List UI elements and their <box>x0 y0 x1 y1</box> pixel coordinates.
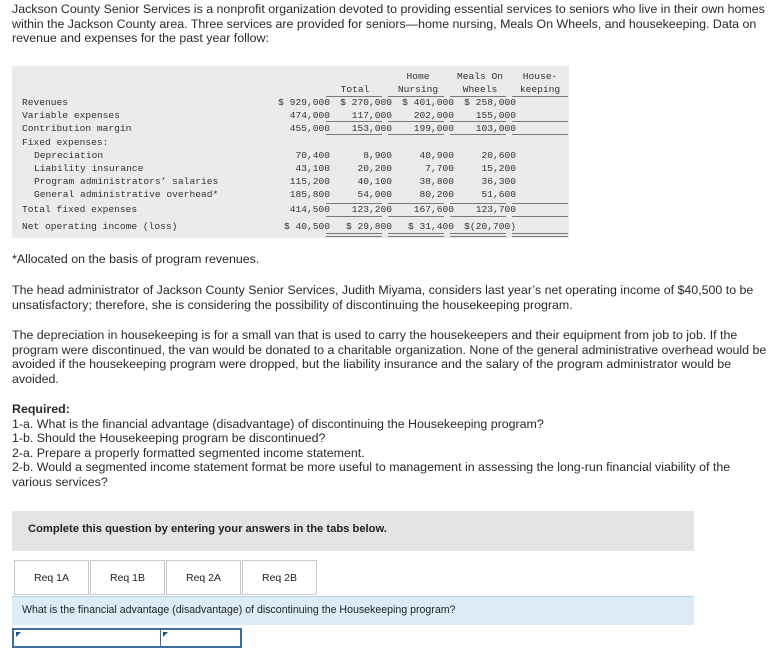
required-item-1a: 1-a. What is the financial advantage (disadvantage) of discontinuing the Housekeeping program? <box>12 416 544 431</box>
required-item-2a: 2-a. Prepare a properly formatted segmented income statement. <box>12 445 365 460</box>
cell-depreciation-meals: 40,900 <box>419 150 454 161</box>
cell-depreciation-home: 8,900 <box>363 150 392 161</box>
cell-depreciation-total: 70,400 <box>295 150 330 161</box>
row-label-net-operating-income: Net operating income (loss) <box>22 221 178 232</box>
row-label-total-fixed-expenses: Total fixed expenses <box>22 204 138 215</box>
answer-row <box>12 628 242 648</box>
answer-label-cell[interactable] <box>14 630 161 646</box>
question-text: What is the financial advantage (disadvantage) of discontinuing the Housekeeping program? <box>22 604 456 616</box>
instructions-bar <box>12 511 694 551</box>
cell-total-fixed-expenses-total: 414,500 <box>289 204 330 215</box>
row-label-general-admin-overhead: General administrative overhead* <box>34 189 219 200</box>
cell-revenues-meals: $ 401,000 <box>402 97 454 108</box>
cell-contribution-margin-house: 103,000 <box>475 123 516 134</box>
header-meals-2: Wheels <box>462 84 498 95</box>
required-item-2b: 2-b. Would a segmented income statement format be more useful to management in assessing the long-run financial viability of the various services? <box>12 460 731 489</box>
cell-revenues-total: $ 929,000 <box>278 97 330 108</box>
cell-liability-insurance-total: 43,100 <box>295 163 330 174</box>
cell-contribution-margin-meals: 199,000 <box>413 123 454 134</box>
cell-revenues-house: $ 258,000 <box>464 97 516 108</box>
intro-paragraph: Jackson County Senior Services is a nonprofit organization devoted to providing essential services to seniors who live in their own homes within the Jackson County area. Three services are provided for seniors—home nursing, Meals On Wheels, and housekeeping. Data on revenue and expenses for the past year follow: <box>12 2 765 46</box>
cell-total-fixed-expenses-house: 123,700 <box>475 204 516 215</box>
cell-variable-expenses-home: 117,000 <box>351 110 392 121</box>
depreciation-paragraph: The depreciation in housekeeping is for a small van that is used to carry the housekeepers and their equipment from job to job. If the program were discontinued, the van would be donated to a charitable organization. None of the general administrative overhead would be avoided if the housekeeping program were dropped, but the liability insurance and the salary of the program administrator would be avoided. <box>12 328 767 386</box>
cell-program-admin-salaries-house: 36,300 <box>481 176 516 187</box>
header-total: Total <box>340 84 370 95</box>
cell-net-operating-income-total: $ 40,500 <box>283 221 330 232</box>
header-house-1: House- <box>522 71 558 82</box>
tab-req-2b[interactable]: Req 2B <box>242 560 317 595</box>
cell-program-admin-salaries-meals: 38,800 <box>419 176 454 187</box>
question-panel <box>12 596 694 625</box>
cell-program-admin-salaries-total: 115,200 <box>289 176 330 187</box>
cell-net-operating-income-house: $(20,700) <box>464 221 516 232</box>
row-label-depreciation: Depreciation <box>34 150 104 161</box>
row-label-fixed-expenses: Fixed expenses: <box>22 137 109 148</box>
tab-req-1a[interactable]: Req 1A <box>14 560 89 595</box>
header-house-2: keeping <box>519 84 561 95</box>
required-item-1b: 1-b. Should the Housekeeping program be discontinued? <box>12 431 326 446</box>
cell-contribution-margin-home: 153,000 <box>351 123 392 134</box>
cell-liability-insurance-meals: 7,700 <box>425 163 454 174</box>
tab-req-1b[interactable]: Req 1B <box>90 560 165 595</box>
revenue-expense-table <box>12 66 569 238</box>
cell-general-admin-overhead-home: 54,000 <box>357 189 392 200</box>
cell-liability-insurance-home: 20,200 <box>357 163 392 174</box>
input-marker-icon <box>16 632 21 637</box>
instructions-text: Complete this question by entering your answers in the tabs below. <box>28 523 387 535</box>
row-label-revenues: Revenues <box>22 97 69 108</box>
cell-variable-expenses-meals: 202,000 <box>413 110 454 121</box>
cell-revenues-home: $ 270,000 <box>340 97 392 108</box>
row-label-liability-insurance: Liability insurance <box>34 163 144 174</box>
cell-contribution-margin-total: 455,000 <box>289 123 330 134</box>
tab-req-2a[interactable]: Req 2A <box>166 560 241 595</box>
cell-liability-insurance-house: 15,200 <box>481 163 516 174</box>
header-meals-1: Meals On <box>456 71 504 82</box>
cell-program-admin-salaries-home: 40,100 <box>357 176 392 187</box>
footnote: *Allocated on the basis of program revenues. <box>12 252 260 266</box>
row-label-variable-expenses: Variable expenses <box>22 110 120 121</box>
header-home-nursing-1: Home <box>406 71 430 82</box>
required-title: Required: <box>12 402 70 416</box>
cell-net-operating-income-meals: $ 31,400 <box>407 221 454 232</box>
cell-general-admin-overhead-total: 185,800 <box>289 189 330 200</box>
cell-depreciation-house: 20,600 <box>481 150 516 161</box>
cell-total-fixed-expenses-meals: 167,600 <box>413 204 454 215</box>
row-label-program-admin-salaries: Program administrators’ salaries <box>34 176 219 187</box>
header-home-nursing-2: Nursing <box>397 84 439 95</box>
head-administrator-paragraph: The head administrator of Jackson County Senior Services, Judith Miyama, considers last year’s net operating income of $40,500 to be unsatisfactory; therefore, she is considering the possibility of discontinuing the housekeeping program. <box>12 283 754 312</box>
cell-variable-expenses-house: 155,000 <box>475 110 516 121</box>
required-section <box>12 402 767 490</box>
cell-net-operating-income-home: $ 29,800 <box>345 221 392 232</box>
cell-variable-expenses-total: 474,000 <box>289 110 330 121</box>
answer-input[interactable] <box>164 630 238 646</box>
cell-general-admin-overhead-house: 51,600 <box>481 189 516 200</box>
cell-total-fixed-expenses-home: 123,200 <box>351 204 392 215</box>
cell-general-admin-overhead-meals: 80,200 <box>419 189 454 200</box>
row-label-contribution-margin: Contribution margin <box>22 123 132 134</box>
